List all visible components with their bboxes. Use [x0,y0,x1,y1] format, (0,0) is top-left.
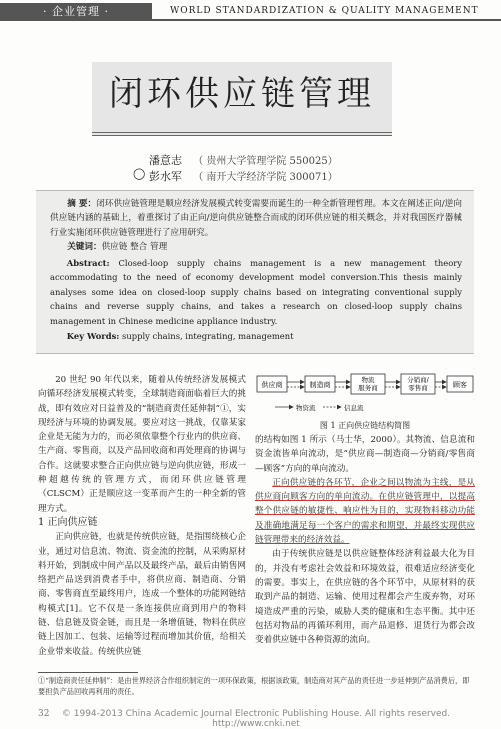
abstract-en-text: Closed-loop supply chains management is a new management theory accommodating to the need of economy development model conversion.This thesis mainly analyses some idea on closed-loop supply chains based on integrating conventional supply chains and reverse supply chains, and takes a research on closed-loop supply chains management in Chinese medicine appliance industry. [50,257,462,326]
author-affiliation: （ 贵州大学管理学院 550025） [193,156,338,167]
svg-text:服务商: 服务商 [358,384,378,392]
abstract-en-label: Abstract: [66,257,110,268]
abstract-text: 闭环供应链管理是顺应经济发展模式转变需要而诞生的一种全新管理哲理。本文在阐述正向/逆向供应链内涵的基础上，着重探讨了由正向/逆向供应链整合而成的闭环供应链的相关概念，并对我国医疗器械行业实施闭环供应链管理进行了应用研究。 [50,199,462,238]
abstract-cn [50,197,462,343]
svg-text:物流: 物流 [361,376,375,384]
diagram-node-supplier [257,376,287,392]
diagram-node-manufacturer [305,376,335,392]
author-row [149,153,338,169]
svg-text:零售商: 零售商 [408,384,428,392]
section-label: · 企业管理 · [0,3,152,21]
body-paragraph: 的结构如图 1 所示（马士华，2000）。其物流、信息流和资金流皆单向流动，是“供应商—制造商—分销商/零售商—顾客”方向的单向流动。 [255,435,475,474]
right-column [255,433,475,647]
diagram-node-customer [447,376,473,392]
abstract-box [36,190,474,354]
svg-text:顾客: 顾客 [453,381,467,389]
diagram-legend [275,403,364,412]
author-block [149,153,338,185]
section-heading: 1 正向供应链 [38,516,98,528]
page-number: 32 [38,709,50,719]
copyright-notice: © 1994-2013 China Academic Journal Electronic Publishing House. All rights reserved. http://www.cnki.net [61,709,451,729]
svg-text:分销商/: 分销商/ [407,376,429,384]
diagram-node-distributor [401,374,435,394]
highlighted-paragraph: 正向供应链的各环节，企业之间以物流为主线，是从供应商向顾客方向的单向流动。在供应链管理中，以提高整个供应链的敏捷性、响应性为目的，实现物料移动功能及准确地满足每一个客户的需求和期望，并最终实现供应链管理带来的经济效益。 [255,477,475,546]
author-name: 潘意志 [149,154,182,167]
svg-text:供应商: 供应商 [261,381,283,389]
abstract-label: 摘 要： [67,199,97,209]
author-row [149,169,338,185]
author-affiliation: （ 南开大学经济学院 300071） [193,172,338,183]
body-paragraph: 20 世纪 90 年代以来，随着从传统经济发展模式向循环经济发展模式转变，全球制造商面临着巨大的挑战，即有效应对日益普及的“制造商责任延伸制”①，实现经济与环境的协调发展。要应对这一挑战，仅靠某家企业是无能为力的，而必须依靠整个行业内的供应商、生产商、零售商，以及产品回收商和再处理商的协调与合作。这就要求整合正向供应链与逆向供应链，形成一种超越传统的管理方式，而闭环供应链管理（CLSCM）正是顺应这一变革而产生的一种全新的管理方式。 [38,375,246,514]
svg-text:信息流: 信息流 [344,404,364,412]
article-title: 闭环供应链管理 [109,74,375,114]
diagram-node-logistics [351,374,385,394]
bullet-circle-icon: ◯ [133,167,146,180]
keywords-label: 关键词： [67,242,102,253]
left-column [38,373,246,659]
keywords-text: 供应链 整合 管理 [101,242,168,253]
keywords-en-text: supply chains, integrating, management [119,330,294,341]
footnote: ①“制造商责任延伸制”：是由世界经济合作组织制定的一项环保政策，根据该政策，制造商对其产品的责任进一步延伸到产品消费后，即要担负产品回收再利用的责任。 [38,676,470,696]
keywords-en-label: Key Words: [66,330,120,341]
svg-text:制造商: 制造商 [309,381,331,389]
journal-name: WORLD STANDARDIZATION & QUALITY MANAGEMENT [152,3,501,21]
footnote-divider [38,672,138,673]
running-header [0,0,501,26]
body-paragraph: 正向供应链，也就是传统供应链，是指围绕核心企业，通过对信息流、物流、资金流的控制，从采购原材料开始，到制成中间产品以及最终产品，最后由销售网络把产品送到消费者手中，将供应商、制造商、分销商、零售商直至最终用户，连成一个整体的功能网链结构模式[1]。它不仅是一条连接供应商到用户的物料链、信息链及资金链，而且是一条增值链，物料在供应链上因加工、包装、运输等过程而增加其价值，给相关企业带来收益。传统供应链 [38,532,246,657]
title-banner [92,62,392,136]
author-name: 彭水军 [149,170,182,183]
figure-caption: 图 1 正向供应链结构简图 [319,421,411,430]
svg-text:物资流: 物资流 [296,404,316,412]
abstract-en [50,256,462,329]
body-paragraph: 由于传统供应链是以供应链整体经济利益最大化为目的，并没有考虑社会效益和环境效益，很难适应经济变化的需要。事实上，在供应链的各个环节中，从原材料的获取到产品的制造、运输、使用过程都会产生废弃物，对环境造成严重的污染，威胁人类的健康和生态平衡。其中还包括对物品的再循环利用，而产品退修、退货行为都会改变着供应链中各种资源的流向。 [255,549,475,646]
